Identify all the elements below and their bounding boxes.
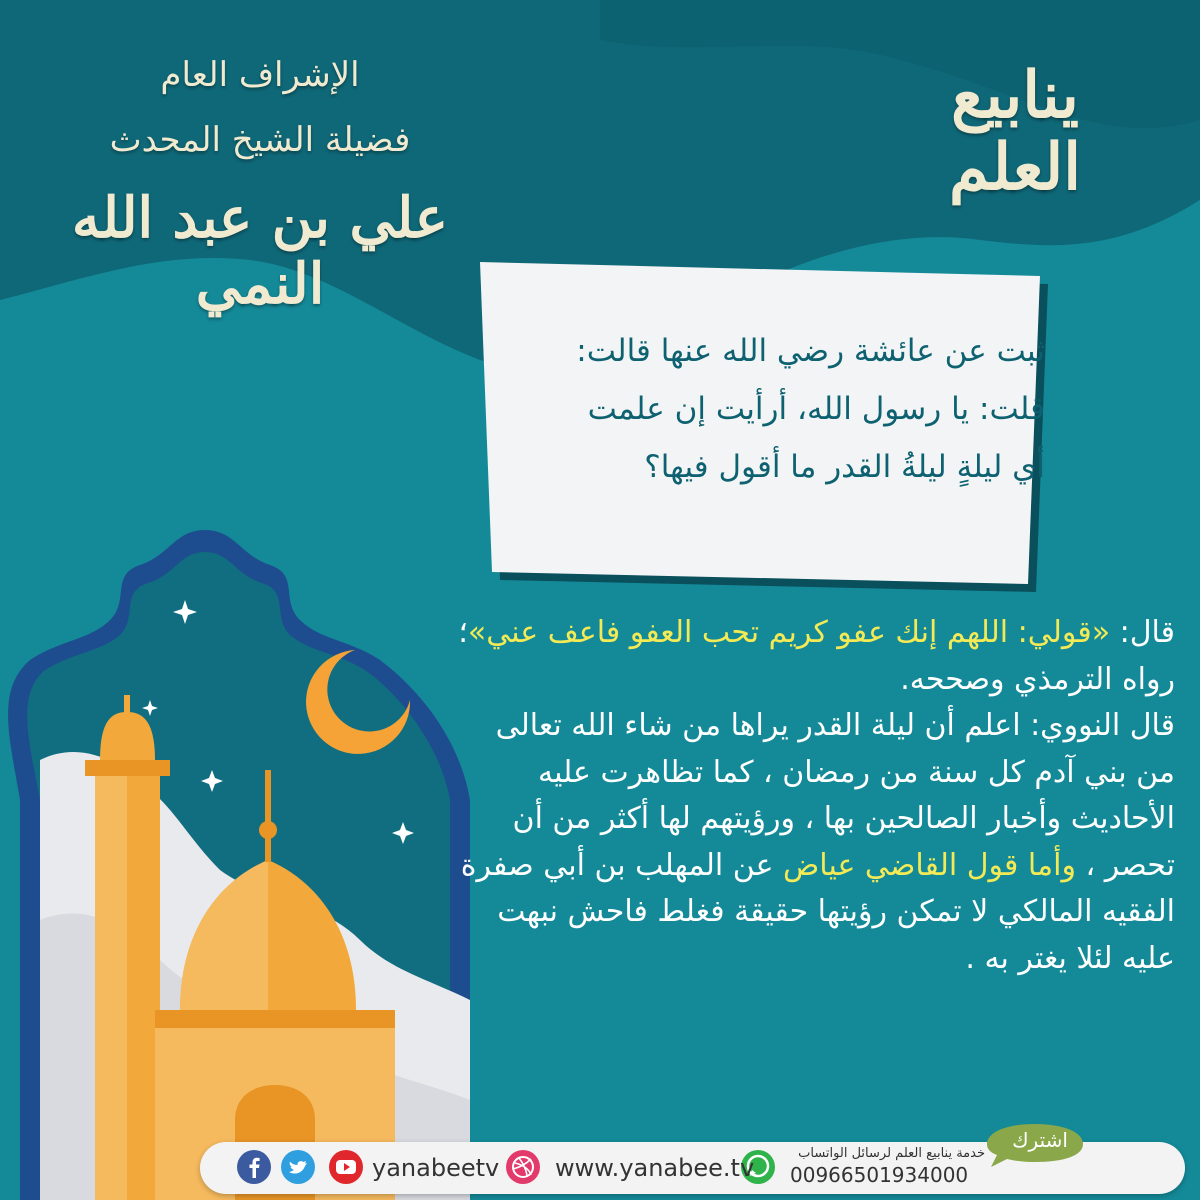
source-text: ؛ رواه الترمذي وصححه. [458, 615, 1175, 697]
intro-text: قال: [1110, 615, 1175, 650]
brand-logo: ينابيع العلم [949, 58, 1081, 205]
body-text [455, 610, 1175, 982]
rest-text: عن المهلب بن أبي صفرة الفقيه المالكي لا تمكن رؤيتها حقيقة فغلط فاحش نبهت عليه لئلا يغتر به . [460, 847, 1175, 976]
sheikh-name: علي بن عبد الله النمي [71, 185, 449, 317]
quote-line-1: ثبت عن عائشة رضي الله عنها قالت: [576, 333, 1045, 369]
whatsapp-service-text: خدمة ينابيع العلم لرسائل الواتساب [798, 1146, 985, 1161]
quote-text [540, 322, 1045, 496]
website-link[interactable]: www.yanabee.tv [555, 1154, 755, 1182]
social-handle[interactable]: yanabeetv [372, 1154, 500, 1182]
sheikh-title: فضيلة الشيخ المحدث [109, 120, 411, 160]
youtube-icon[interactable] [328, 1149, 364, 1185]
supervision-title: الإشراف العام [160, 55, 360, 95]
qadi-text: وأما قول القاضي عياض [783, 847, 1076, 883]
hadith-text: «قولي: اللهم إنك عفو كريم تحب العفو فاعف عني» [467, 615, 1111, 650]
mosque-window [8, 530, 470, 1200]
nawawi-text: قال النووي: اعلم أن ليلة القدر يراها من شاء الله تعالى من بني آدم كل سنة من رمضان ، كما تظاهرت عليه الأحاديث وأخبار الصالحين بها ، ورؤيتهم لها أكثر من أن تحصر ، [495, 708, 1175, 883]
quote-line-2: قلت: يا رسول الله، أرأيت إن علمت [587, 391, 1045, 427]
facebook-icon[interactable] [236, 1149, 272, 1185]
dribbble-icon[interactable] [505, 1149, 541, 1185]
subscribe-label[interactable]: اشترك [1012, 1128, 1068, 1152]
phone-number[interactable]: 00966501934000 [790, 1163, 969, 1187]
twitter-icon[interactable] [280, 1149, 316, 1185]
quote-line-3: أي ليلةٍ ليلةُ القدر ما أقول فيها؟ [644, 449, 1045, 485]
